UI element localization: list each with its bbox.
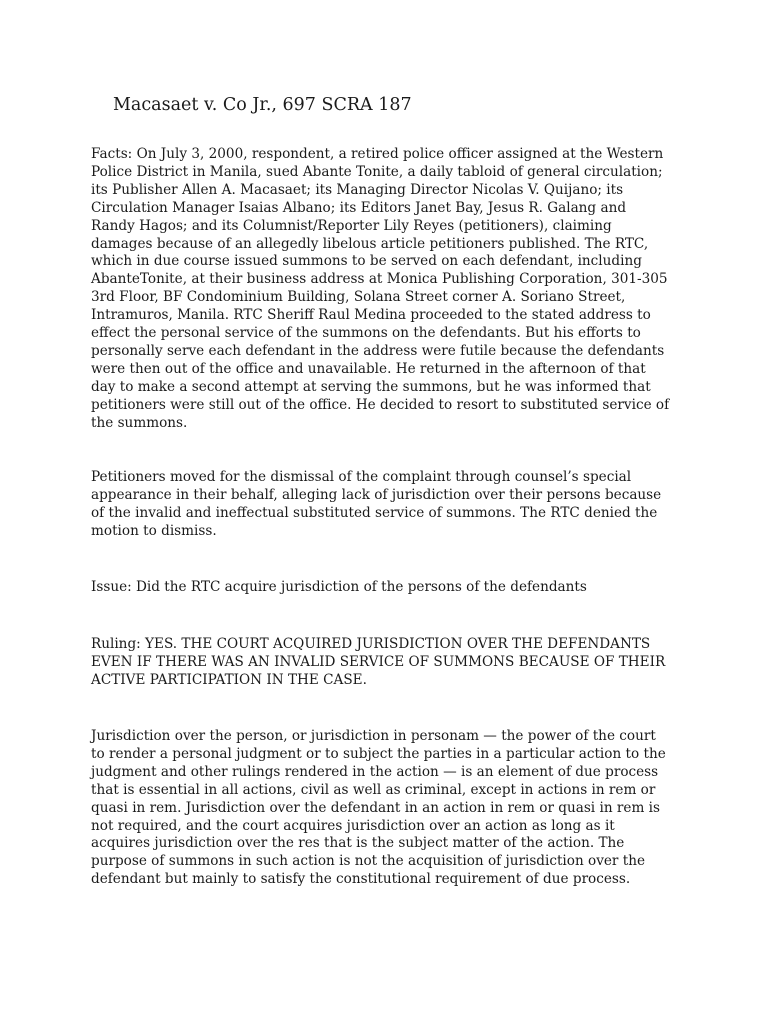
ruling-paragraph: Ruling: YES. THE COURT ACQUIRED JURISDICTION OVER THE DEFENDANTS EVEN IF THERE WAS AN INVALID SERVICE OF SUMMONS BECAUSE OF THEIR ACTIVE PARTICIPATION IN THE CASE.	[91, 636, 666, 688]
facts-paragraph: Facts: On July 3, 2000, respondent, a retired police officer assigned at the Western Police District in Manila, sued Abante Tonite, a daily tabloid of general circulation; its Publisher Allen A. Macasaet; its Managing Director Nicolas V. Quijano; its Circulation Manager Isaias Albano; its Editors Janet Bay, Jesus R. Galang and Randy Hagos; and its Columnist/Reporter Lily Reyes (petitioners), claiming damages because of an allegedly libelous article petitioners published. The RTC, which in due course issued summons to be served on each defendant, including AbanteTonite, at their business address at Monica Publishing Corporation, 301-305 3rd Floor, BF Condominium Building, Solana Street corner A. Soriano Street, Intramuros, Manila. RTC Sheriff Raul Medina proceeded to the stated address to effect the personal service of the summons on the defendants. But his efforts to personally serve each defendant in the address were futile because the defendants were then out of the office and unavailable. He returned in the afternoon of that day to make a second attempt at serving the summons, but he was informed that petitioners were still out of the office. He decided to resort to substituted service of the summons.	[91, 146, 670, 431]
motion-paragraph: Petitioners moved for the dismissal of the complaint through counsel’s special appearance in their behalf, alleging lack of jurisdiction over their persons because of the invalid and ineffectual substituted service of summons. The RTC denied the motion to dismiss.	[91, 469, 662, 539]
jurisdiction-paragraph: Jurisdiction over the person, or jurisdiction in personam — the power of the court to render a personal judgment or to subject the parties in a particular action to the judgment and other rulings rendered in the action — is an element of due process that is essential in all actions, civil as well as criminal, except in actions in rem or quasi in rem. Jurisdiction over the defendant in an action in rem or quasi in rem is not required, and the court acquires jurisdiction over an action as long as it acquires jurisdiction over the res that is the subject matter of the action. The purpose of summons in such action is not the acquisition of jurisdiction over the defendant but mainly to satisfy the constitutional requirement of due process.	[91, 728, 666, 888]
document-title: Macasaet v. Co Jr., 697 SCRA 187	[113, 95, 412, 115]
issue-paragraph: Issue: Did the RTC acquire jurisdiction of the persons of the defendants	[91, 579, 587, 595]
